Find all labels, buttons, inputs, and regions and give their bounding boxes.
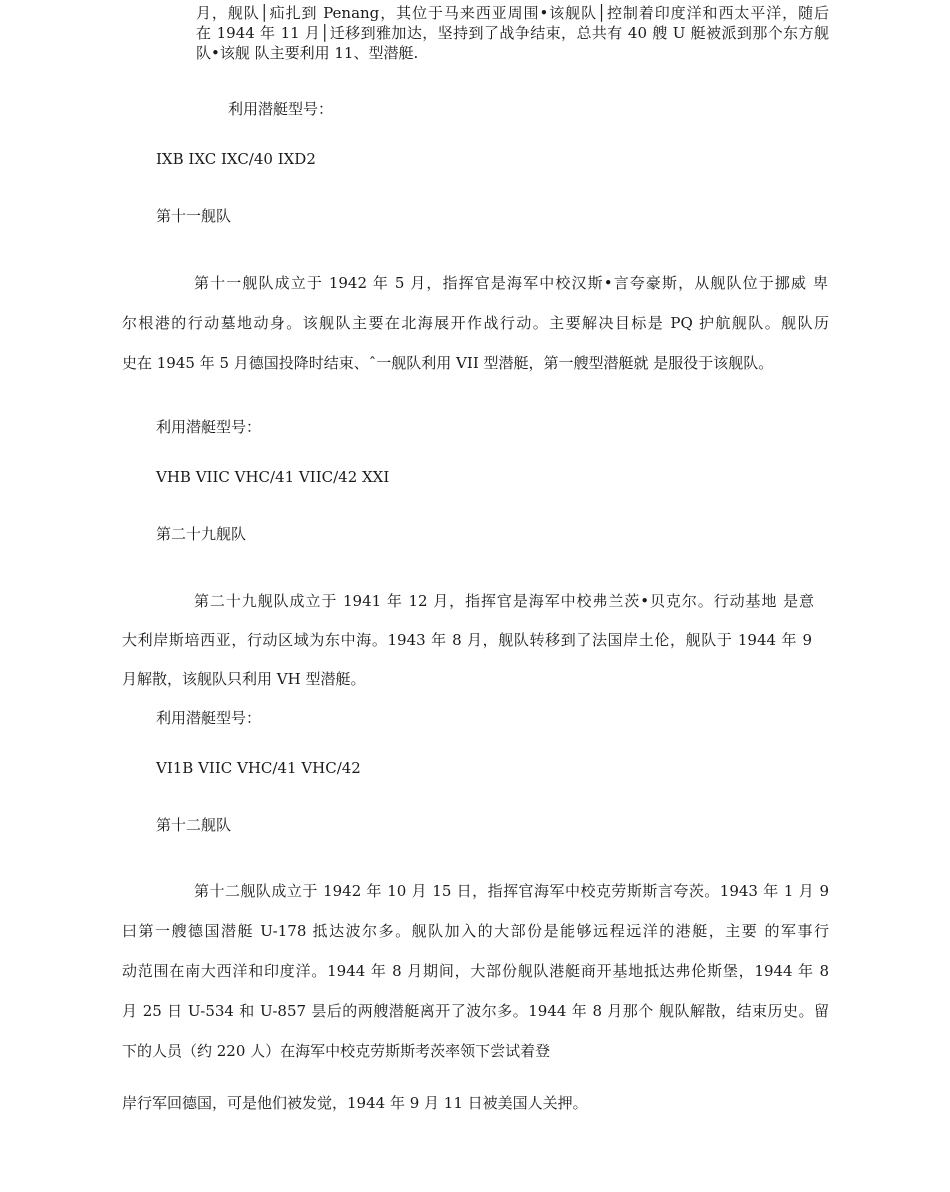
paragraph-line: 第十一舰队成立于 1942 年 5 月，指挥官是海军中校汉斯•言夸豪斯，从舰队位于挪威 卑: [194, 274, 828, 292]
paragraph-line: 史在 1945 年 5 月德国投降时结束、ˆ一舰队利用 VII 型潜艇，第一艘型潜艇就 是服役于该舰队。: [122, 354, 774, 372]
paragraph-line: 下的人员（约 220 人）在海军中校克劳斯斯考茨率领下尝试着登: [122, 1042, 551, 1060]
paragraph-line: 大利岸斯培西亚，行动区域为东中海。1943 年 8 月，舰队转移到了法国岸土伦，舰队于 1944 年 9: [122, 631, 812, 649]
models-heading: 利用潜艇型号：: [156, 709, 262, 727]
paragraph-line: 第二十九舰队成立于 1941 年 12 月，指挥官是海军中校弗兰茨•贝克尔。行动基地 是意: [194, 592, 814, 610]
paragraph-line: 队•该舰 队主要利用 11、型潜艇.: [196, 44, 419, 62]
models-heading: 利用潜艇型号：: [156, 418, 262, 436]
section-title: 第十二舰队: [156, 816, 232, 834]
paragraph-line: 月解散，该舰队只利用 VH 型潜艇。: [122, 670, 366, 688]
paragraph-line: 尔根港的行动墓地动身。该舰队主要在北海展开作战行动。主要解决目标是 PQ 护航舰队。舰队历: [122, 314, 829, 332]
paragraph-line: 在 1944 年 11 月│迁移到雅加达，坚持到了战争结束，总共有 40 艘 U 艇被派到那个东方舰: [196, 24, 829, 42]
paragraph-line: 曰第一艘德国潜艇 U-178 抵达波尔多。舰队加入的大部份是能够远程远洋的港艇，主要 的军事行: [122, 922, 829, 940]
paragraph-line: 月 25 日 U-534 和 U-857 昙后的两艘潜艇离开了波尔多。1944 年 8 月那个 舰队解散，结束历史。留: [122, 1002, 829, 1020]
paragraph-line: 动范围在南大西洋和印度洋。1944 年 8 月期间，大部份舰队港艇商开基地抵达弗伦斯堡，1944 年 8: [122, 962, 829, 980]
models-heading: 利用潜艇型号：: [228, 100, 334, 118]
paragraph-line: 岸行军回德国，可是他们被发觉，1944 年 9 月 11 日被美国人关押。: [122, 1094, 588, 1112]
models-list: VI1B VIIC VHC/41 VHC/42: [156, 759, 361, 777]
models-list: VHB VIIC VHC/41 VIIC/42 XXI: [156, 468, 390, 486]
paragraph-line: 第十二舰队成立于 1942 年 10 月 15 日，指挥官海军中校克劳斯斯言夸茨。1943 年 1 月 9: [194, 882, 829, 900]
models-list: IXB IXC IXC/40 IXD2: [156, 150, 316, 168]
section-title: 第二十九舰队: [156, 525, 247, 543]
section-title: 第十一舰队: [156, 207, 232, 225]
paragraph-line: 月，舰队│疝扎到 Penang，其位于马来西亚周围•该舰队│控制着印度洋和西太平洋，随后: [196, 4, 829, 22]
